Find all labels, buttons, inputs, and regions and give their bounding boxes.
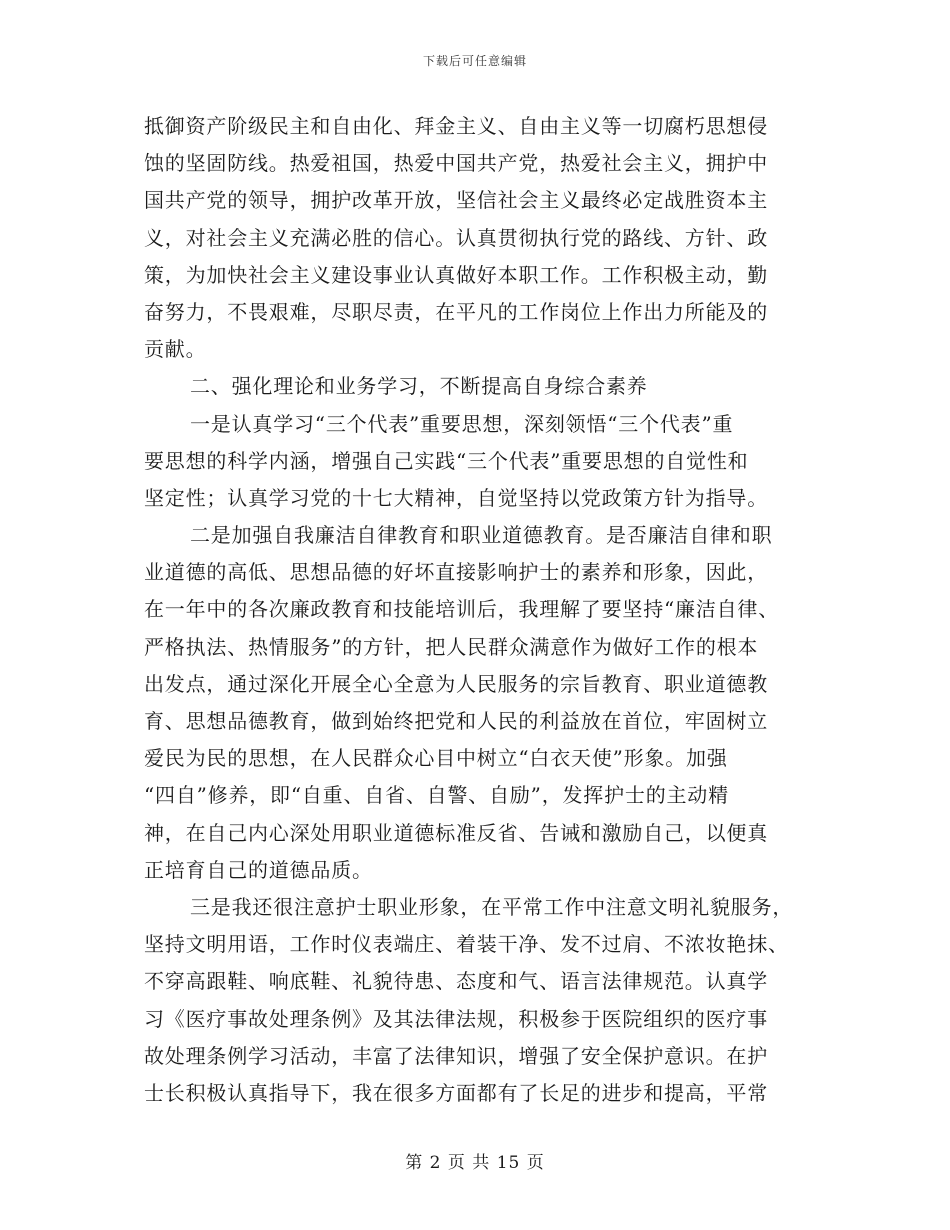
text-line: 国共产党的领导，拥护改革开放，坚信社会主义最终必定战胜资本主 (144, 188, 768, 213)
text-line: 坚定性；认真学习党的十七大精神，自觉坚持以党政策方针为指导。 (144, 485, 768, 510)
document-body (144, 108, 808, 1112)
text-line: 一是认真学习“三个代表”重要思想，深刻领悟“三个代表”重 (190, 411, 734, 436)
text-line: 三是我还很注意护士职业形象，在平常工作中注意文明礼貌服务， (190, 894, 794, 919)
text-line: 不穿高跟鞋、响底鞋、礼貌待患、态度和气、语言法律规范。认真学 (144, 969, 768, 994)
text-line: 爱民为民的思想，在人民群众心目中树立“白衣天使”形象。加强 (144, 746, 728, 771)
text-line: 神，在自己内心深处用职业道德标准反省、告诫和激励自己，以便真 (144, 820, 768, 845)
text-line: 策，为加快社会主义建设事业认真做好本职工作。工作积极主动，勤 (144, 262, 768, 287)
text-line: 业道德的高低、思想品德的好坏直接影响护士的素养和形象，因此， (144, 560, 768, 585)
text-line: 二是加强自我廉洁自律教育和职业道德教育。是否廉洁自律和职 (190, 523, 773, 548)
text-line: 贡献。 (144, 337, 207, 362)
text-line: 士长积极认真指导下，我在很多方面都有了长足的进步和提高，平常 (144, 1080, 768, 1105)
text-line: 要思想的科学内涵，增强自己实践“三个代表”重要思想的自觉性和 (144, 448, 749, 473)
text-line: 正培育自己的道德品质。 (144, 857, 373, 882)
text-line: 义，对社会主义充满必胜的信心。认真贯彻执行党的路线、方针、政 (144, 225, 768, 250)
text-line: 蚀的坚固防线。热爱祖国，热爱中国共产党，热爱社会主义，拥护中 (144, 151, 768, 176)
text-line: 出发点，通过深化开展全心全意为人民服务的宗旨教育、职业道德教 (144, 671, 768, 696)
text-line: 二、强化理论和业务学习，不断提高自身综合素养 (190, 374, 648, 399)
text-line: 奋努力，不畏艰难，尽职尽责，在平凡的工作岗位上作出力所能及的 (144, 299, 768, 324)
text-line: 严格执法、热情服务”的方针，把人民群众满意作为做好工作的根本 (144, 634, 759, 659)
text-line: 习《医疗事故处理条例》及其法律法规，积极参于医院组织的医疗事 (144, 1006, 768, 1031)
text-line: “四自”修养，即“自重、自省、自警、自励”，发挥护士的主动精 (144, 783, 729, 808)
text-line: 育、思想品德教育，做到始终把党和人民的利益放在首位，牢固树立 (144, 709, 768, 733)
text-line: 故处理条例学习活动，丰富了法律知识，增强了安全保护意识。在护 (144, 1043, 768, 1068)
text-line: 坚持文明用语，工作时仪表端庄、着装干净、发不过肩、不浓妆艳抹、 (144, 932, 789, 957)
text-line: 在一年中的各次廉政教育和技能培训后，我理解了要坚持“廉洁自律、 (144, 597, 780, 622)
page-header: 下载后可任意编辑 (422, 54, 527, 68)
text-line: 抵御资产阶级民主和自由化、拜金主义、自由主义等一切腐朽思想侵 (144, 114, 768, 138)
page-footer: 第 2 页 共 15 页 (405, 1153, 545, 1173)
